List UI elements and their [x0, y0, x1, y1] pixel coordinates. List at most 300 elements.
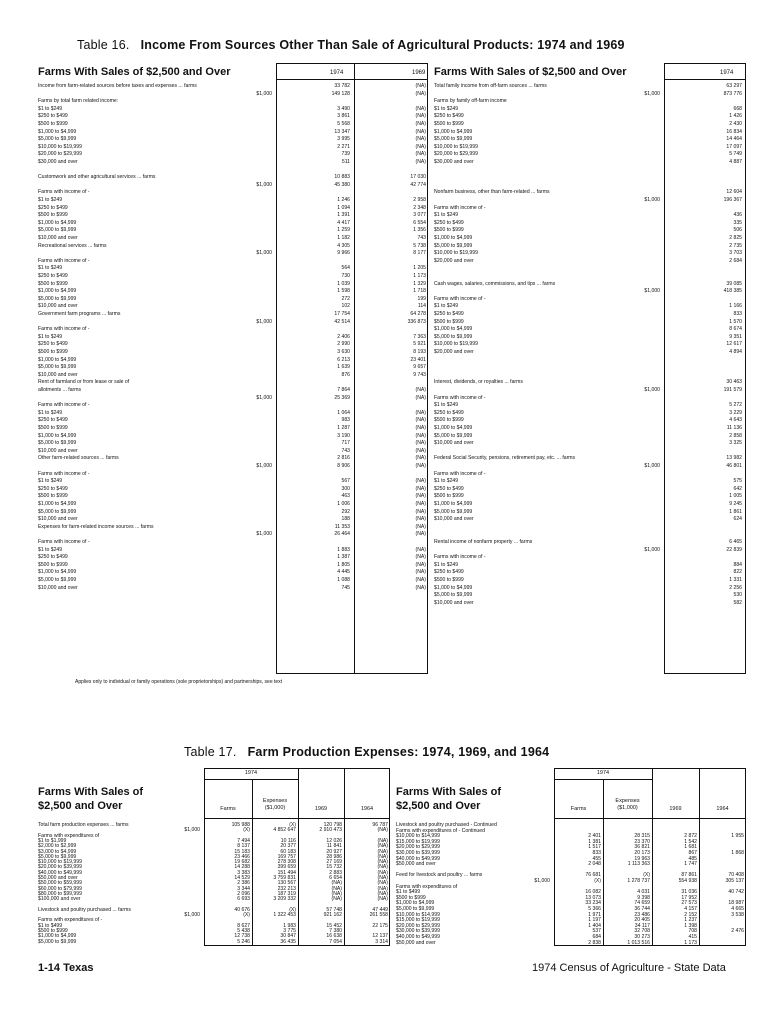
row-value: (NA) — [377, 885, 388, 892]
table-row — [38, 364, 428, 372]
table-row — [434, 600, 746, 608]
row-value: 7 494 — [237, 837, 250, 844]
row-label: $500 to $999 — [38, 121, 68, 127]
row-value: 2 910 473 — [319, 827, 342, 834]
table-row — [38, 311, 428, 319]
row-value: 22 175 — [372, 922, 388, 929]
row-value: 2 990 — [337, 341, 350, 348]
row-value: 12 604 — [726, 189, 742, 196]
row-label: $50,000 and over — [396, 861, 436, 868]
table-row — [434, 433, 746, 441]
table-row — [434, 463, 746, 471]
row-value: 554 938 — [678, 878, 697, 884]
table-row — [38, 98, 428, 106]
row-value: 4 887 — [729, 159, 742, 165]
row-label: $3,000 to $4,999 — [38, 848, 77, 855]
row-value: 130 567 — [277, 880, 296, 887]
row-value: 278 308 — [277, 859, 296, 866]
row-label: $500 to $999 — [38, 928, 68, 934]
row-value: (NA) — [415, 501, 426, 507]
table-row — [434, 144, 746, 152]
row-value: 20 927 — [326, 848, 342, 855]
row-label: $250 to $499 — [38, 417, 68, 424]
row-label: $500 to $999 — [434, 227, 464, 234]
table-row — [434, 395, 746, 403]
row-value: 16 834 — [726, 128, 742, 135]
row-value: 30 463 — [726, 379, 742, 386]
row-unit: $1,000 — [644, 288, 660, 295]
row-value: 3 325 — [729, 440, 742, 447]
row-value: 33 782 — [334, 83, 350, 89]
row-value: 34 117 — [634, 922, 650, 929]
row-value: (NA) — [415, 554, 426, 561]
row-value: 3 490 — [337, 105, 350, 112]
t17-right-col-expenses-1: Expenses — [615, 798, 640, 804]
row-value: 1 287 — [337, 425, 350, 431]
table-row — [434, 577, 746, 585]
row-value: 8 674 — [729, 326, 742, 333]
row-label: Interest, dividends, or royalties ... farms — [434, 379, 523, 386]
table-row — [434, 509, 746, 517]
row-value: 12 617 — [726, 341, 742, 348]
row-value: (NA) — [415, 447, 426, 454]
row-value: 2 476 — [731, 928, 744, 935]
row-value: 30 847 — [280, 933, 296, 940]
table-row — [434, 281, 746, 289]
row-label: Recreational services ... farms — [38, 242, 107, 249]
row-value: 1 005 — [729, 493, 742, 500]
t17-left-header-line2: $2,500 and Over — [38, 800, 123, 812]
table-row — [38, 174, 428, 182]
row-label: Farms with income of - — [38, 257, 90, 264]
row-value: (NA) — [415, 394, 426, 401]
t16-right-year-1974: 1974 — [720, 70, 734, 76]
t16-left-header: Farms With Sales of $2,500 and Over — [38, 66, 231, 78]
row-unit: $1,000 — [256, 318, 272, 325]
row-value: 2 401 — [588, 833, 601, 840]
row-value: 2 096 — [237, 890, 250, 897]
table-row — [38, 303, 428, 311]
table-row — [38, 509, 428, 517]
table-row — [38, 250, 428, 258]
table-row — [434, 258, 746, 266]
row-label: $10,000 to $19,999 — [38, 859, 82, 866]
row-label: $1,000 to $4,999 — [434, 235, 473, 241]
row-value: 70 408 — [728, 872, 744, 879]
row-label: Government farm programs ... farms — [38, 311, 121, 317]
t16-left-year-1974: 1974 — [330, 70, 344, 76]
row-label: $10,000 to $19,999 — [434, 143, 478, 150]
row-value: 36 435 — [280, 938, 296, 945]
row-value: 9 657 — [413, 364, 426, 371]
t17-left-col-expenses-2: ($1,000) — [264, 805, 286, 811]
table-row — [38, 159, 428, 167]
row-value: (NA) — [331, 880, 342, 887]
row-label: $1 to $499 — [396, 889, 421, 896]
row-value: 5 749 — [729, 151, 742, 158]
row-label: $1,000 to $4,999 — [38, 933, 77, 940]
row-value: (NA) — [377, 864, 388, 871]
row-value: 668 — [733, 105, 742, 112]
table-row — [434, 440, 746, 448]
row-value: 76 681 — [585, 872, 601, 879]
row-label: Federal Social Security, pensions, retirement pay, etc. ... farms — [434, 455, 576, 462]
row-label: $500 to $999 — [38, 280, 68, 287]
row-value: (NA) — [415, 128, 426, 135]
row-label: Farms with income of - — [434, 394, 486, 401]
table-row — [434, 83, 746, 91]
table-row — [38, 258, 428, 266]
row-value: 57 748 — [326, 906, 342, 913]
row-label: Total family income from off-farm sources ... farms — [434, 83, 547, 89]
row-value: (NA) — [377, 848, 388, 855]
table17-prefix: Table 17. — [184, 745, 237, 759]
row-label: $15,000 to $19,999 — [396, 838, 440, 845]
row-label: $20,000 to $29,999 — [396, 922, 440, 929]
row-unit: $1,000 — [644, 90, 660, 97]
table-row — [38, 425, 428, 433]
table-row — [434, 585, 746, 593]
row-value: 11 841 — [326, 843, 342, 850]
row-value: 1 955 — [731, 833, 744, 840]
table-row — [434, 478, 746, 486]
row-value: 5 921 — [413, 341, 426, 348]
row-value: 1 598 — [337, 288, 350, 295]
row-value: 13 347 — [334, 128, 350, 135]
row-value: 114 — [417, 303, 426, 310]
table-row — [434, 296, 746, 304]
row-label: $1 to $249 — [434, 105, 459, 112]
row-value: 15 452 — [326, 922, 342, 929]
t17-right-col-expenses — [603, 798, 652, 812]
row-value: 42 774 — [410, 181, 426, 188]
row-label: $1 to $249 — [38, 197, 63, 203]
row-label: $1 to $249 — [38, 265, 63, 272]
row-label: $1,000 to $4,999 — [38, 569, 77, 576]
row-value: (NA) — [415, 83, 426, 89]
row-value: 2 386 — [237, 880, 250, 887]
row-label: Farms with income of - — [434, 470, 486, 477]
row-label: $10,000 and over — [38, 303, 78, 310]
table-row — [434, 455, 746, 463]
row-value: 17 952 — [681, 894, 697, 901]
row-value: (NA) — [415, 523, 426, 530]
row-value: (X) — [643, 872, 650, 879]
row-label: $5,000 to $9,999 — [38, 295, 77, 302]
table-row — [38, 227, 428, 235]
row-value: 1 322 453 — [273, 912, 296, 919]
table16-prefix: Table 16. — [77, 38, 130, 52]
table-row — [38, 136, 428, 144]
row-label: $5,000 to $9,999 — [38, 577, 77, 583]
row-value: 15 183 — [234, 848, 250, 855]
row-value: 730 — [341, 273, 350, 279]
row-value: (NA) — [415, 584, 426, 591]
table-row — [434, 554, 746, 562]
row-value: (NA) — [415, 561, 426, 568]
row-value: 8 193 — [413, 349, 426, 355]
table-row — [434, 448, 746, 456]
t17-left-header-line1: Farms With Sales of — [38, 786, 144, 798]
row-value: 15 732 — [326, 864, 342, 871]
row-label: $100,000 and over — [38, 896, 81, 903]
row-label: $40,000 to $49,999 — [38, 869, 82, 876]
row-value: 19 963 — [634, 855, 650, 862]
row-value: 4 643 — [729, 417, 742, 424]
row-label: $10,000 and over — [434, 440, 474, 447]
table-row — [38, 220, 428, 228]
table-row — [434, 402, 746, 410]
row-value: 13 073 — [585, 894, 601, 901]
table-row — [434, 197, 746, 205]
row-value: 1 064 — [337, 409, 350, 416]
t16-right-header-rule — [664, 79, 746, 80]
row-label: $10,000 to $14,999 — [396, 911, 440, 918]
row-value: 921 162 — [323, 912, 342, 919]
page-number: 1-14 Texas — [38, 962, 94, 974]
table-row — [38, 273, 428, 281]
row-label: $5,000 to $9,999 — [38, 364, 77, 371]
row-value: 1 983 — [283, 922, 296, 929]
table-row — [38, 531, 428, 539]
row-value: 567 — [341, 478, 350, 485]
row-label: $30,000 to $39,999 — [396, 850, 440, 856]
row-value: 6 213 — [337, 356, 350, 363]
table-row — [434, 205, 746, 213]
row-label: Farms with expenditures of — [396, 883, 458, 890]
row-value: (NA) — [415, 463, 426, 469]
row-value: 506 — [733, 227, 742, 234]
row-value: 18 987 — [728, 900, 744, 907]
table-row — [38, 372, 428, 380]
row-value: 1 197 — [588, 917, 601, 924]
t17-right-header — [396, 785, 501, 813]
table-row — [434, 425, 746, 433]
row-value: (X) — [289, 822, 296, 828]
row-label: $10,000 and over — [38, 447, 78, 454]
row-value: 3 344 — [237, 885, 250, 892]
table-row — [434, 341, 746, 349]
row-label: $1 to $499 — [38, 922, 63, 929]
table-row — [434, 311, 746, 319]
row-value: 884 — [733, 561, 742, 568]
row-value: 2 858 — [729, 432, 742, 439]
row-value: (NA) — [415, 569, 426, 576]
row-label: $5,000 to $9,999 — [434, 432, 473, 439]
row-label: Customwork and other agricultural services ... farms — [38, 174, 156, 181]
row-value: 1 387 — [337, 554, 350, 561]
table-row — [38, 516, 428, 524]
row-value: 876 — [341, 371, 350, 378]
table-row — [434, 357, 746, 365]
row-value: 22 839 — [726, 546, 742, 553]
row-label: $5,000 to $9,999 — [434, 592, 473, 599]
row-label: $250 to $499 — [38, 554, 68, 561]
table-row — [38, 471, 428, 479]
row-label: $40,000 to $49,999 — [396, 934, 440, 940]
row-label: $30,000 to $39,999 — [396, 928, 440, 935]
table-row — [434, 471, 746, 479]
row-value: (NA) — [415, 478, 426, 485]
table-row — [38, 554, 428, 562]
row-value: 5 272 — [729, 402, 742, 409]
table-row — [434, 379, 746, 387]
row-value: 2 271 — [337, 143, 350, 150]
row-value: 3 314 — [375, 938, 388, 945]
row-value: 7 054 — [329, 938, 342, 945]
table-row — [38, 205, 428, 213]
row-label: $5,000 to $9,999 — [434, 136, 473, 143]
table16-title — [77, 38, 625, 52]
table-row — [434, 273, 746, 281]
row-value: 1 426 — [729, 113, 742, 120]
table-row — [434, 319, 746, 327]
row-value: 1 747 — [684, 861, 697, 868]
row-value: (NA) — [415, 136, 426, 143]
row-value: 739 — [341, 151, 350, 158]
row-value: 30 273 — [634, 934, 650, 940]
row-value: 1 237 — [684, 917, 697, 924]
row-value: 3 995 — [337, 136, 350, 143]
row-label: $5,000 to $9,999 — [396, 906, 435, 912]
row-value: (NA) — [415, 455, 426, 462]
row-value: 7 380 — [329, 928, 342, 934]
row-label: $20,000 to $29,999 — [434, 151, 478, 158]
row-value: 1 331 — [729, 577, 742, 583]
row-value: 40 676 — [234, 906, 250, 913]
row-value: 436 — [733, 212, 742, 219]
row-value: 5 438 — [237, 928, 250, 934]
t17-left-col-1969: 1969 — [314, 806, 328, 812]
row-value: 1 278 737 — [627, 878, 650, 884]
row-value: 232 213 — [277, 885, 296, 892]
row-label: $1,000 to $4,999 — [38, 501, 77, 507]
row-value: (NA) — [415, 485, 426, 492]
row-value: 708 — [688, 928, 697, 935]
row-label: $20,000 and over — [434, 349, 474, 355]
table-row — [38, 319, 428, 327]
row-label: $500 to $999 — [38, 212, 68, 219]
row-label: $500 to $999 — [396, 894, 426, 901]
t17-left-col-farms: Farms — [220, 806, 236, 812]
table-row — [38, 349, 428, 357]
row-value: 1 381 — [588, 838, 601, 845]
row-value: (X) — [243, 827, 250, 834]
row-value: 1 329 — [413, 280, 426, 287]
row-value: 2 152 — [684, 911, 697, 918]
t17-left-col-1964: 1964 — [360, 806, 374, 812]
row-value: 4 305 — [337, 242, 350, 249]
row-value: 1 542 — [684, 838, 697, 845]
table-row — [38, 433, 428, 441]
row-value: (NA) — [415, 105, 426, 112]
row-value: (NA) — [377, 843, 388, 850]
row-label: Farms with income of - — [434, 554, 486, 561]
table-row — [434, 372, 746, 380]
row-value: 27 169 — [326, 859, 342, 866]
row-value: 6 693 — [237, 896, 250, 903]
row-value: 199 — [417, 295, 426, 302]
row-value: 5 568 — [337, 121, 350, 127]
row-unit: $1,000 — [644, 197, 660, 203]
table-row — [38, 939, 390, 947]
row-label: $20,000 and over — [434, 257, 474, 264]
row-label: $250 to $499 — [434, 113, 464, 120]
row-label: $10,000 to $19,999 — [38, 143, 82, 150]
table-row — [434, 364, 746, 372]
row-unit: $1,000 — [256, 90, 272, 97]
row-value: 1 246 — [337, 197, 350, 203]
row-value: 8 906 — [337, 463, 350, 469]
table-row — [38, 121, 428, 129]
row-value: 4 852 647 — [273, 827, 296, 834]
table-row — [38, 243, 428, 251]
row-label: $5,000 to $9,999 — [434, 242, 473, 249]
table-row — [38, 410, 428, 418]
row-label: Farms with income of - — [434, 204, 486, 211]
row-label: $1,000 to $4,999 — [38, 356, 77, 363]
table-row — [38, 524, 428, 532]
t17-left-group-rule — [204, 779, 298, 780]
row-value: 624 — [733, 516, 742, 523]
table-row — [38, 151, 428, 159]
row-label: $500 to $999 — [38, 493, 68, 500]
row-label: $1,000 to $4,999 — [38, 432, 77, 439]
t17-right-col-farms: Farms — [570, 806, 587, 812]
table-row — [434, 417, 746, 425]
table-row — [434, 159, 746, 167]
row-value: 102 — [341, 303, 350, 310]
row-value: 4 894 — [729, 349, 742, 355]
table-row — [434, 243, 746, 251]
row-label: $1 to $1,999 — [38, 837, 67, 844]
row-value: (NA) — [415, 516, 426, 523]
t17-right-header-rule — [554, 818, 746, 819]
table-row — [434, 387, 746, 395]
row-value: 2 883 — [329, 869, 342, 876]
table-row — [38, 448, 428, 456]
row-value: 2 735 — [729, 242, 742, 249]
row-value: 1 805 — [337, 561, 350, 568]
row-value: (NA) — [377, 869, 388, 876]
row-label: $1 to $249 — [434, 402, 459, 409]
row-value: (NA) — [331, 890, 342, 897]
table-row — [434, 250, 746, 258]
row-value: 64 278 — [410, 311, 426, 317]
row-label: $10,000 to $19,999 — [434, 341, 478, 348]
row-value: 9 743 — [413, 371, 426, 378]
row-value: 46 801 — [726, 463, 742, 469]
row-label: $250 to $499 — [38, 113, 68, 120]
table-row — [38, 463, 428, 471]
row-value: (NA) — [415, 508, 426, 515]
row-value: 2 430 — [729, 121, 742, 127]
row-value: 10 883 — [334, 174, 350, 181]
row-label: $250 to $499 — [434, 569, 464, 576]
row-value: (NA) — [415, 409, 426, 416]
table-row — [38, 395, 428, 403]
row-value: 1 113 363 — [627, 861, 650, 868]
row-value: 3 861 — [337, 113, 350, 120]
row-value: 1 166 — [729, 303, 742, 310]
row-label: $500 to $999 — [38, 349, 68, 355]
row-unit: $1,000 — [256, 181, 272, 188]
row-value: 28 315 — [634, 833, 650, 840]
row-label: $20,000 to $39,999 — [38, 864, 82, 871]
row-label: $1 to $249 — [38, 333, 63, 340]
table-row — [434, 349, 746, 357]
row-label: $250 to $499 — [38, 204, 68, 211]
